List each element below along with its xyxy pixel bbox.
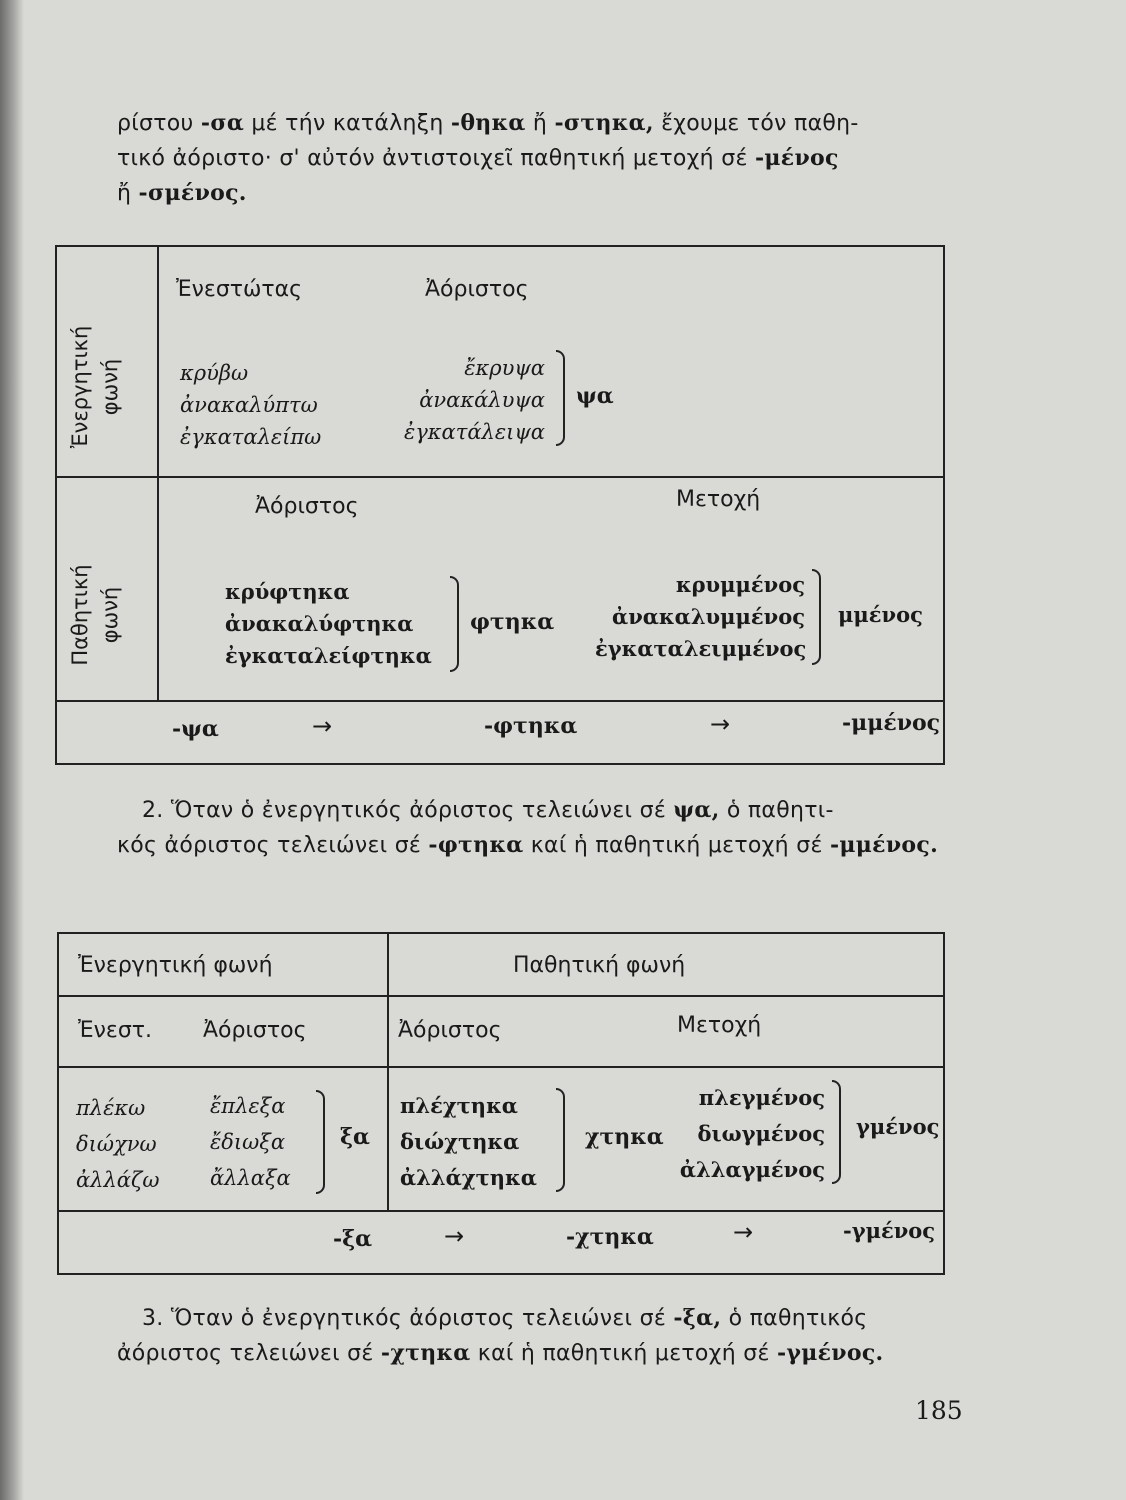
rule-3-paragraph-cont: ἀόριστος τελειώνει σέ -χτηκα καί ἡ παθητική μετοχή σέ -γμένος. (117, 1340, 884, 1366)
list-item: ἔκρυψα (464, 356, 545, 380)
intro-line-2: τικό ἀόριστο· σ' αὐτόν ἀντιστοιχεῖ παθητική μετοχή σέ -μένος (117, 145, 839, 171)
table1-active-present-list (180, 357, 321, 453)
list-item: πλέχτηκα (400, 1093, 518, 1118)
list-item: ἄλλαξα (210, 1166, 291, 1190)
table2-active-voice-label: Ἐνεργητική φωνή (78, 953, 273, 978)
table1-active-ending: ψα (576, 383, 614, 409)
list-item: κρύβω (180, 361, 249, 385)
rule-2-paragraph: 2. Ὅταν ὁ ἐνεργητικός ἀόριστος τελειώνει σέ ψα, ὁ παθητι- (142, 797, 834, 823)
intro-line-1: ρίστου -σα μέ τήν κατάληξη -θηκα ἤ -στηκα, ἔχουμε τόν παθη- (117, 110, 859, 136)
table2-summary-passive-aorist: -χτηκα (566, 1224, 654, 1250)
rule-2-paragraph-cont: κός ἀόριστος τελειώνει σέ -φτηκα καί ἡ παθητική μετοχή σέ -μμένος. (117, 832, 939, 858)
list-item: διώχτηκα (400, 1129, 520, 1154)
table1-head-aorist: Ἀόριστος (425, 277, 529, 302)
table2-summary-active: -ξα (333, 1226, 373, 1252)
table2-passive-participle-list (675, 1080, 825, 1188)
table1-passive-voice-label: Παθητική φωνή (68, 564, 122, 666)
table2-active-present-list (76, 1090, 160, 1198)
table1-summary-passive-aorist: -φτηκα (484, 713, 578, 739)
table1-active-aorist-list (385, 352, 545, 448)
list-item: ἀνακαλυμμένος (612, 604, 805, 629)
right-brace-icon (556, 1088, 565, 1192)
table-psa-aorist (55, 245, 945, 765)
table2-head-participle: Μετοχή (677, 1013, 762, 1038)
table2-passive-aorist-list (400, 1088, 537, 1196)
table2-head-passive-aorist: Ἀόριστος (398, 1018, 502, 1043)
list-item: ἀλλαγμένος (679, 1157, 825, 1182)
table1-passive-head-aorist: Ἀόριστος (255, 494, 359, 519)
list-item: κρυμμένος (675, 572, 805, 597)
right-brace-icon (450, 576, 459, 672)
rule-3-paragraph: 3. Ὅταν ὁ ἐνεργητικός ἀόριστος τελειώνει σέ -ξα, ὁ παθητικός (142, 1305, 868, 1331)
list-item: ἀνακαλύφτηκα (225, 611, 414, 636)
table1-passive-head-participle: Μετοχή (676, 487, 761, 512)
list-item: διώχνω (76, 1132, 157, 1156)
list-item: ἐγκαταλείφτηκα (225, 643, 432, 668)
table2-voice-divider (387, 932, 389, 1210)
table1-section-divider (55, 476, 945, 478)
table1-passive-aorist-ending: φτηκα (470, 609, 555, 635)
table2-header-divider (57, 995, 945, 997)
list-item: ἔπλεξα (210, 1094, 286, 1118)
table2-passive-aorist-ending: χτηκα (585, 1124, 664, 1150)
table2-passive-participle-ending: γμένος (856, 1114, 940, 1139)
book-spine-shadow (0, 0, 24, 1500)
list-item: ἀλλάχτηκα (400, 1165, 537, 1190)
list-item: ἐγκατάλειψα (403, 420, 545, 444)
arrow-right-icon: → (312, 712, 333, 740)
table1-passive-aorist-list (225, 576, 432, 672)
list-item: ἐγκαταλείπω (180, 425, 322, 449)
list-item: ἀνακάλυψα (419, 388, 545, 412)
intro-paragraph (117, 106, 947, 211)
list-item: πλεγμένος (698, 1085, 825, 1110)
table1-summary-participle: -μμένος (842, 710, 941, 736)
table2-passive-voice-label: Παθητική φωνή (513, 953, 686, 978)
right-brace-icon (832, 1080, 841, 1184)
table1-summary-divider (55, 700, 945, 702)
table2-subheader-divider (57, 1066, 945, 1068)
table1-head-present: Ἐνεστώτας (176, 277, 303, 302)
table2-head-aorist: Ἀόριστος (203, 1018, 307, 1043)
arrow-right-icon: → (733, 1218, 754, 1246)
list-item: ἔδιωξα (210, 1130, 286, 1154)
right-brace-icon (556, 350, 565, 446)
table2-active-aorist-list (210, 1088, 291, 1196)
list-item: ἀλλάζω (76, 1168, 160, 1192)
table2-active-ending: ξα (340, 1124, 370, 1150)
list-item: πλέκω (76, 1096, 146, 1120)
table2-head-present: Ἐνεστ. (78, 1018, 153, 1043)
list-item: κρύφτηκα (225, 579, 350, 604)
list-item: ἀνακαλύπτω (180, 393, 318, 417)
arrow-right-icon: → (710, 710, 731, 738)
table1-active-voice-label: Ἐνεργητική φωνή (68, 325, 122, 449)
table1-left-column-divider (157, 245, 159, 700)
right-brace-icon (316, 1090, 325, 1194)
table2-summary-divider (57, 1210, 945, 1212)
table1-summary-active: -ψα (172, 716, 219, 742)
list-item: διωγμένος (697, 1121, 825, 1146)
right-brace-icon (812, 569, 821, 665)
intro-line-3: ἤ -σμένος. (117, 180, 247, 206)
table1-passive-participle-list (595, 569, 805, 665)
list-item: ἐγκαταλειμμένος (595, 636, 807, 661)
table2-summary-participle: -γμένος (843, 1218, 936, 1243)
arrow-right-icon: → (444, 1222, 465, 1250)
table1-passive-participle-ending: μμένος (838, 602, 923, 627)
page-number: 185 (915, 1396, 963, 1425)
